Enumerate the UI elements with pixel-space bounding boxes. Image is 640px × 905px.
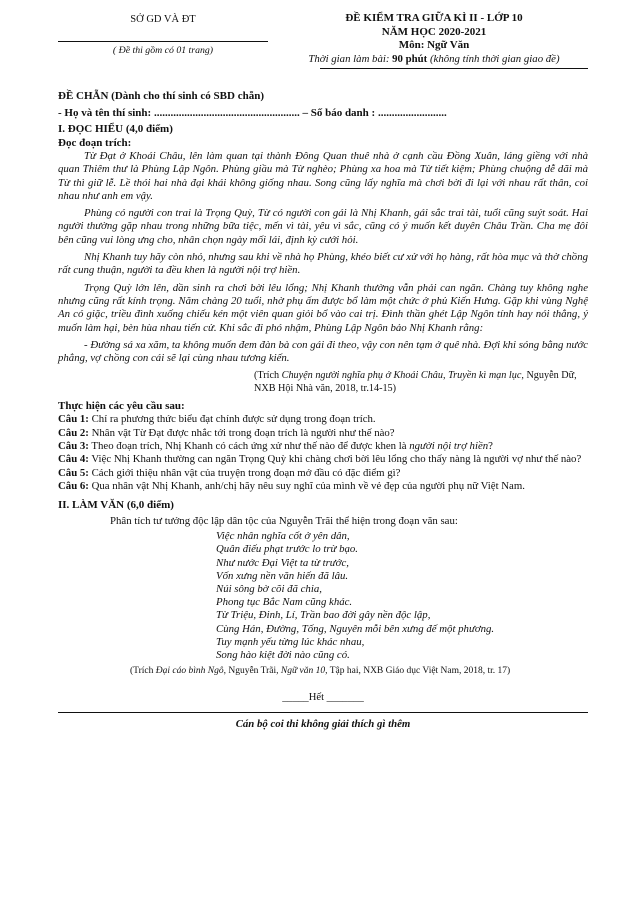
poem-line: Từ Triệu, Đinh, Lí, Trần bao đời gây nền độc lập,: [216, 609, 431, 622]
subject: Môn: Ngữ Văn: [398, 39, 470, 51]
footer-note: Cán bộ coi thi không giải thích gì thêm: [235, 718, 411, 731]
exam-title: ĐỀ KIỂM TRA GIỮA KÌ II - LỚP 10: [345, 12, 523, 24]
question-text: Việc Nhị Khanh thường can ngăn Trọng Quỳ khi chàng chơi bời lêu lổng cho thấy nàng là người vợ như thế nào?: [88, 453, 582, 466]
question-label: Câu 1:: [58, 413, 89, 426]
essay-source-work: Đại cáo bình Ngô: [155, 666, 224, 677]
question-3: [58, 440, 588, 453]
exam-code: ĐỀ CHẴN (Dành cho thí sinh có SBD chẵn): [58, 90, 264, 102]
tasks-label: Thực hiện các yêu cầu sau:: [58, 400, 185, 413]
passage-paragraph: Từ Đạt ở Khoái Châu, lên làm quan tại thành Đông Quan thuê nhà ở cạnh cầu Đồng Xuân, láng giềng với nhà quan Thiêm thư là Phùng Lập Ngôn. Phùng giầu mà Từ nghèo; Phùng xa hoa mà Từ tiết kiệm; Phùng chuộng dễ dãi mà Từ thì giữ lễ. Lề thói hai nhà đại khái không giống nhau. Song cũng lấy nghĩa mà chơi bời đi lại với nhau rất thân, coi nhau như anh em vậy.: [58, 150, 588, 202]
poem-line: Phong tục Bắc Nam cũng khác.: [216, 596, 353, 609]
read-label: Đọc đoạn trích:: [58, 137, 132, 149]
question-text-end: ?: [488, 440, 493, 453]
question-label: Câu 2:: [58, 426, 89, 439]
question-label: Câu 3:: [58, 440, 89, 453]
exam-header: [58, 0, 588, 86]
question-text: Qua nhân vật Nhị Khanh, anh/chị hãy nêu suy nghĩ của mình về vẻ đẹp của người phụ nữ Việt Nam.: [88, 479, 525, 492]
poem-line: Việc nhân nghĩa cốt ở yên dân,: [216, 530, 350, 543]
poem: [216, 530, 588, 662]
passage-paragraph: Nhị Khanh tuy hãy còn nhỏ, nhưng sau khi về nhà họ Phùng, khéo biết cư xử với họ hàng, rất hòa mục và thờ chồng rất cung thuận, người ta đều khen là người nội trợ hiền.: [58, 251, 588, 277]
question-text: Cách giới thiệu nhân vật của truyện trong đoạn mở đầu có đặc điểm gì?: [88, 466, 401, 479]
header-right-rule: [320, 68, 588, 69]
passage-source: [254, 369, 588, 395]
time-prefix: Thời gian làm bài:: [308, 52, 393, 65]
essay-source-part: , Nguyễn Trãi,: [223, 666, 281, 677]
source-prefix: (Trích: [254, 370, 282, 382]
end-mark: _____Hết _______: [282, 692, 364, 704]
poem-line: Quân điếu phạt trước lo trừ bạo.: [216, 543, 358, 556]
source-work: Chuyện người nghĩa phụ ở Khoái Châu, Truyền kì mạn lục: [281, 370, 522, 382]
poem-line: Tuy mạnh yếu từng lúc khác nhau,: [216, 635, 365, 648]
poem-line: Núi sông bờ cõi đã chia,: [216, 582, 322, 595]
candidate-line: - Họ và tên thí sinh: ..................................................... – Số báo danh : .........................: [58, 107, 447, 119]
time-suffix: (không tính thời gian giao đề): [427, 52, 560, 65]
header-right: [280, 12, 588, 69]
poem-line: Như nước Đại Việt ta từ trước,: [216, 556, 349, 569]
passage-paragraph: - Đường sá xa xăm, ta không muốn đem đàn bà con gái đi theo, vậy con nên tạm ở quê nhà. Đợi khi sóng bằng nước phẳng, vợ chồng con cái sẽ lại cùng nhau tương kiến.: [58, 338, 588, 365]
question-4: [58, 453, 588, 466]
essay-source-part: (Trích: [130, 666, 156, 677]
footer-rule: [58, 712, 588, 713]
question-text: Chỉ ra phương thức biểu đạt chính được sử dụng trong đoạn trích.: [88, 413, 376, 426]
question-emphasis: người nội trợ hiền: [409, 440, 489, 453]
question-text: Nhân vật Từ Đạt được nhắc tới trong đoạn trích là người như thế nào?: [88, 426, 395, 439]
question-label: Câu 4:: [58, 453, 89, 466]
question-2: [58, 427, 588, 440]
section1-title: I. ĐỌC HIỂU (4,0 điểm): [58, 123, 173, 135]
essay-source-book: Ngữ văn 10: [280, 666, 326, 677]
essay-source: [130, 665, 588, 678]
essay-prompt: Phân tích tư tưởng độc lập dân tộc của Nguyễn Trãi thể hiện trong đoạn văn sau:: [110, 515, 458, 528]
poem-line: Song hào kiệt đời nào cũng có.: [216, 648, 350, 661]
essay-source-part: , Tập hai, NXB Giáo dục Việt Nam, 2018, tr. 17): [325, 666, 511, 677]
poem-line: Vốn xưng nền văn hiến đã lâu.: [216, 569, 349, 582]
passage: [58, 150, 588, 365]
passage-paragraph: Phùng có người con trai là Trọng Quỳ, Từ có người con gái là Nhị Khanh, gái sắc trai tài, tuổi cũng suýt soát. Hai người thường gặp nhau trong những bữa tiệc, mến vì tài, yêu vì sắc, cũng có ý muốn kết duyên Châu Trần. Cha mẹ đôi bên cũng vui lòng ưng cho, nhân chọn ngày mối lái, định kỳ cưới hỏi.: [58, 207, 588, 246]
section2-title: II. LÀM VĂN (6,0 điểm): [58, 499, 174, 512]
school-year: NĂM HỌC 2020-2021: [381, 25, 487, 38]
source-suffix: , Nguyễn Dữ, NXB Hội Nhà văn, 2018, tr.14-15): [254, 370, 577, 395]
header-left-rule: [58, 41, 268, 42]
question-label: Câu 5:: [58, 466, 89, 479]
question-label: Câu 6:: [58, 479, 89, 492]
question-text: Theo đoạn trích, Nhị Khanh có cách ứng xử như thế nào để được khen là: [88, 440, 410, 453]
page-count-note: ( Đề thi gồm có 01 trang): [112, 45, 214, 56]
question-6: [58, 480, 588, 493]
question-1: [58, 413, 588, 426]
question-5: [58, 467, 588, 480]
passage-paragraph: Trọng Quỳ lớn lên, dần sinh ra chơi bời lêu lổng; Nhị Khanh thường vẫn phải can ngăn. Chàng tuy không nghe nhưng cũng rất kính trọng. Năm chàng 20 tuổi, nhờ phụ ấm được bổ làm một chức ở phủ Kiến Hưng. Gặp khi vùng Nghệ An có giặc, triều đình xuống chiếu kén một viên quan giỏi bổ vào cai trị. Đình thần ghét Lập Ngôn tính hay nói thẳng, ý muốn làm hại, bèn hùa nhau tiến cử. Khi sắc đi phó nhậm, Phùng Lập Ngôn bảo Nhị Khanh rằng:: [58, 281, 588, 334]
department-name: SỞ GD VÀ ĐT: [130, 14, 196, 25]
time-allowed: [280, 53, 588, 67]
poem-line: Cùng Hán, Đường, Tống, Nguyên mỗi bên xưng đế một phương.: [216, 622, 495, 635]
time-value: 90 phút: [392, 52, 428, 65]
header-left: [58, 14, 268, 56]
